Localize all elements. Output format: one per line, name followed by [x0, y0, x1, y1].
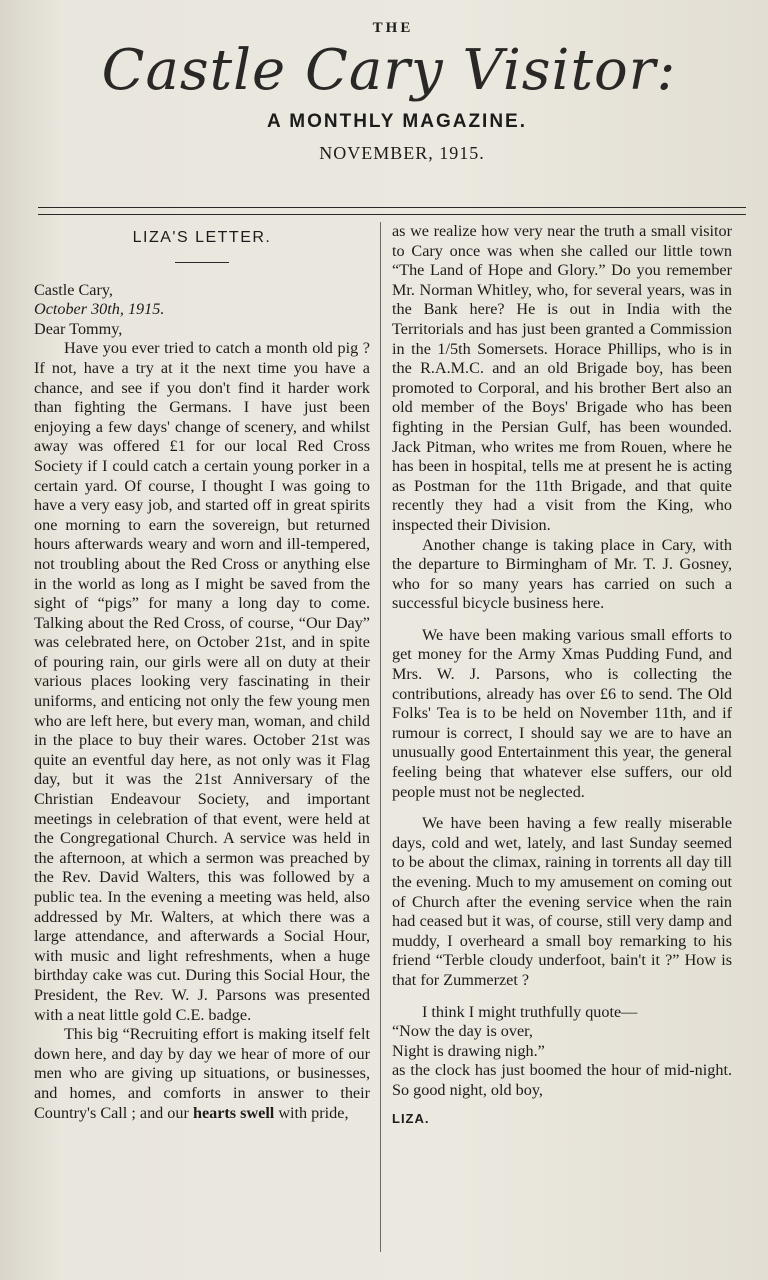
paragraph-2 [34, 1025, 370, 1123]
letter-salutation: Dear Tommy, [34, 319, 123, 338]
quote-line-2: Night is drawing nigh.” [392, 1041, 545, 1060]
masthead-double-rule [38, 207, 746, 215]
quote-line-1: “Now the day is over, [392, 1022, 533, 1041]
paragraph-6: We have been having a few really miserable days, cold and wet, lately, and last Sunday seemed to be about the climax, raining in torrents all day till the evening. Much to my amusement on coming out of Church after the evening service when the rain had ceased but it was, of course, still very damp and muddy, I overheard a small boy remarking to his friend “Terble cloudy underfoot, bain't it ?” How is that for Zummerzet ? [392, 814, 732, 989]
magazine-subtitle: A MONTHLY MAGAZINE. [266, 111, 528, 132]
letter-date: October 30th, 1915. [34, 300, 165, 319]
magazine-title: Castle Cary Visitor: [101, 38, 677, 103]
paragraph-5: We have been making various small efforts to get money for the Army Xmas Pudding Fund, and Mrs. W. J. Parsons, who is collecting the contributions, already has over £6 to send. The Old Folks' Tea is to be held on November 11th, and if rumour is correct, I should say we are to have an unusually good Entertainment this year, the general feeling being that whatever else suffers, our old people must not be neglected. [392, 625, 732, 801]
title-rule [175, 262, 229, 263]
left-column [34, 222, 370, 1123]
masthead [0, 20, 768, 164]
masthead-the: THE [372, 20, 414, 36]
article-title: LIZA'S LETTER. [132, 229, 272, 246]
issue-date: NOVEMBER, 1915. [319, 143, 485, 163]
paragraph-2-end: with pride, [274, 1103, 349, 1122]
column-divider [380, 222, 381, 1252]
signature: LIZA. [392, 1110, 430, 1126]
paragraph-3: as we realize how very near the truth a small visitor to Cary once was when she called our little town “The Land of Hope and Glory.” Do you remember Mr. Norman Whitley, who, for several years, was in the Bank here? He is out in India with the Territorials and has just been granted a Commission in the 1/5th Somersets. Horace Phillips, who is in the R.A.M.C. and an old Brigade boy, has been promoted to Corporal, and his brother Bert also an old member of the Boys' Brigade who has been fighting in the Persian Gulf, has been wounded. Jack Pitman, who writes me from Rouen, where he has been in hospital, tells me at present he is acting as Postman for the 11th Brigade, and that quite recently they had a visit from the King, who inspected their Division. [392, 222, 732, 534]
paragraph-7: I think I might truthfully quote— [422, 1002, 638, 1021]
paragraph-1: Have you ever tried to catch a month old pig ? If not, have a try at it the next time you have a chance, and see if you don't find it harder work than fighting the Germans. I have just been enjoying a few days' change of scenery, and whilst away was offered £1 for our local Red Cross Society if I could catch a certain young porker in a certain yard. Of course, I thought I was going to have a very easy job, and started off in great spirits one morning to earn the sovereign, but returned hours afterwards weary and worn and ill-tempered, not troubling about the Red Cross or anything else in the world as long as I might be saved from the sight of “pigs” for many a long day to come. Talking about the Red Cross, of course, “Our Day” was celebrated here, on October 21st, and in spite of pouring rain, our girls were all on duty at their various places looking very fascinating in their uniforms, and enticing not only the few young men who are left here, but every man, woman, and child in the place to buy their wares. October 21st was quite an eventful day here, as not only was it Flag day, but it was the 21st Anniversary of the Christian Endeavour Society, and important meetings in celebration of that event, were held at the Congregational Church. A service was held in the afternoon, at which a sermon was preached by the Rev. David Walters, this was followed by a public tea. In the evening a meeting was held, also addressed by Mr. Walters, at which there was a large attendance, and afterwards a Social Hour, with music and light refreshments, when a huge birthday cake was cut. During this Social Hour, the President, the Rev. W. J. Parsons was presented with a neat little gold C.E. badge. [34, 339, 370, 1024]
right-column [392, 222, 732, 1128]
letter-place: Castle Cary, [34, 280, 113, 299]
paragraph-4: Another change is taking place in Cary, with the departure to Birmingham of Mr. T. J. Gosney, who for so many years has carried on such a successful bicycle business here. [392, 535, 732, 613]
paragraph-2-bold: hearts swell [192, 1103, 275, 1122]
paragraph-2-start: This big “Recruiting effort is making itself felt down here, and day by day we hear of more of our men who are giving up situations, or businesses, and homes, and comforts in answer to their Country's Call ; and our [34, 1025, 370, 1122]
paragraph-8: as the clock has just boomed the hour of mid-night. So good night, old boy, [392, 1061, 732, 1099]
